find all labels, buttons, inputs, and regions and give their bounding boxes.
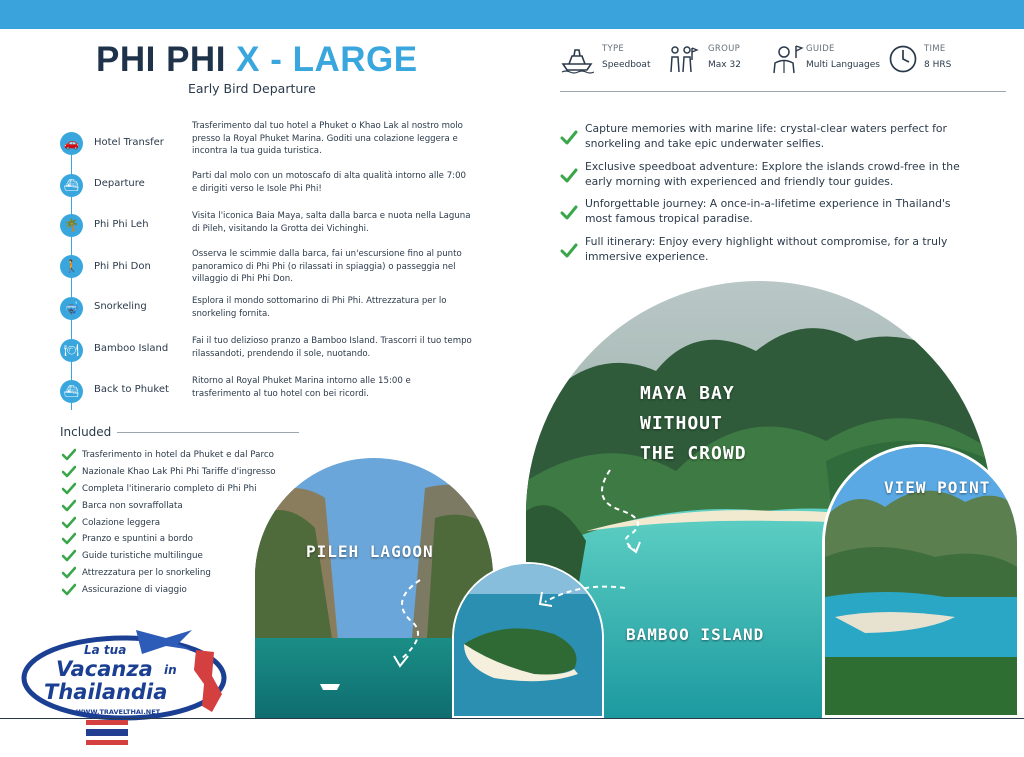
included-item	[62, 464, 322, 481]
itinerary-desc: Parti dal molo con un motoscafo di alta qualità intorno alle 7:00 e dirigiti verso le Isole Phi Phi!	[192, 171, 467, 194]
speedboat-icon: ⛴	[60, 174, 83, 197]
logo-line2: Vacanza	[56, 657, 153, 681]
included-divider	[117, 432, 299, 433]
check-icon	[560, 130, 578, 146]
logo-line4: Thailandia	[44, 680, 168, 704]
itinerary-label: Hotel Transfer	[94, 137, 164, 148]
included-item-text: Nazionale Khao Lak Phi Phi Tariffe d'ingresso	[82, 467, 276, 478]
itinerary-label: Snorkeling	[94, 301, 147, 312]
highlight-text: Full itinerary: Enjoy every highlight without compromise, for a truly immersive experience.	[585, 234, 948, 263]
itinerary-label: Bamboo Island	[94, 343, 169, 354]
info-type-value: Speedboat	[602, 60, 651, 70]
check-icon	[62, 583, 76, 597]
top-bar	[0, 0, 1024, 29]
included-item-text: Pranzo e spuntini a bordo	[82, 534, 193, 545]
check-icon	[62, 482, 76, 496]
group-icon	[665, 44, 699, 74]
info-type	[560, 42, 660, 78]
view-point-label: VIEW POINT	[884, 478, 991, 497]
car-icon: 🚗	[60, 132, 83, 155]
info-divider	[560, 91, 1006, 92]
highlight-item	[560, 234, 960, 272]
itinerary-desc: Visita l'iconica Baia Maya, salta dalla barca e nuota nella Laguna di Pileh, visitando la Grotta dei Vichinghi.	[192, 211, 471, 234]
itinerary-label: Phi Phi Don	[94, 261, 151, 272]
included-item	[62, 481, 322, 498]
check-icon	[62, 499, 76, 513]
check-icon	[62, 566, 76, 580]
highlight-text: Exclusive speedboat adventure: Explore the islands crowd-free in the early morning with experienced and friendly tour guides.	[585, 159, 960, 188]
check-icon	[560, 168, 578, 184]
guide-icon	[770, 44, 804, 74]
speedboat-icon	[560, 44, 594, 74]
dashed-arrows	[350, 460, 670, 680]
included-item-text: Barca non sovraffollata	[82, 500, 183, 511]
info-time-label: TIME	[924, 44, 946, 54]
maya-bay-label-3: THE CROWD	[640, 443, 747, 464]
travelthai-logo	[16, 620, 234, 750]
included-item-text: Completa l'itinerario completo di Phi Phi	[82, 483, 257, 494]
page-title	[96, 40, 426, 80]
included-item-text: Guide turistiche multilingue	[82, 551, 203, 562]
included-item-text: Colazione leggera	[82, 517, 161, 528]
itinerary-desc: Osserva le scimmie dalla barca, fai un'escursione fino al punto panoramico di Phi Phi (o rilassati in spiaggia) o passeggia nel villaggio di Phi Phi Don.	[192, 249, 462, 285]
highlight-item	[560, 196, 960, 234]
logo-url: WWW.TRAVELTHAI.NET	[76, 708, 161, 716]
check-icon	[62, 549, 76, 563]
title-main: PHI PHI	[96, 40, 226, 79]
check-icon	[62, 532, 76, 546]
highlight-text: Capture memories with marine life: crystal-clear waters perfect for snorkeling and take epic underwater selfies.	[585, 122, 947, 150]
included-item-text: Trasferimento in hotel da Phuket e dal Parco	[82, 450, 274, 461]
itinerary-label: Phi Phi Leh	[94, 219, 149, 230]
info-time	[888, 42, 978, 78]
check-icon	[560, 243, 578, 259]
itinerary-desc: Esplora il mondo sottomarino di Phi Phi. Attrezzatura per lo snorkeling fornita.	[192, 296, 447, 319]
page-subtitle: Early Bird Departure	[188, 81, 316, 96]
itinerary-desc: Fai il tuo delizioso pranzo a Bamboo Island. Trascorri il tuo tempo rilassandoti, prendendo il sole, nuotando.	[192, 336, 472, 359]
snorkel-icon: 🤿	[60, 297, 83, 320]
info-time-value: 8 HRS	[924, 60, 952, 70]
maya-bay-label-2: WITHOUT	[640, 413, 723, 434]
palm-icon: 🌴	[60, 214, 83, 237]
itinerary-label: Back to Phuket	[94, 384, 169, 395]
check-icon	[62, 448, 76, 462]
highlight-text: Unforgettable journey: A once-in-a-lifetime experience in Thailand's most famous tropical paradise.	[585, 197, 951, 225]
logo-line3: in	[164, 663, 177, 677]
info-group-label: GROUP	[708, 44, 741, 54]
itinerary-desc: Ritorno al Royal Phuket Marina intorno alle 15:00 e trasferimento al tuo hotel con bei ricordi.	[192, 376, 411, 399]
info-guide	[770, 42, 890, 78]
included-heading: Included	[60, 425, 112, 439]
pileh-lagoon-label: PILEH LAGOON	[306, 542, 434, 561]
clock-icon	[888, 44, 922, 74]
info-group	[665, 42, 765, 78]
title-accent: X - LARGE	[236, 40, 418, 79]
check-icon	[62, 465, 76, 479]
included-item-text: Attrezzatura per lo snorkeling	[82, 567, 211, 578]
highlight-item	[560, 121, 960, 159]
info-type-label: TYPE	[602, 44, 625, 54]
dish-icon: 🍽	[60, 339, 83, 362]
bottom-divider	[0, 718, 1024, 719]
highlights-list	[560, 121, 960, 271]
included-item	[62, 447, 322, 464]
logo-line1: La tua	[84, 643, 127, 657]
check-icon	[62, 516, 76, 530]
info-guide-label: GUIDE	[806, 44, 835, 54]
maya-bay-label-1: MAYA BAY	[640, 383, 735, 404]
bamboo-island-label: BAMBOO ISLAND	[626, 625, 765, 644]
check-icon	[560, 205, 578, 221]
hiker-icon: 🚶	[60, 255, 83, 278]
included-item-text: Assicurazione di viaggio	[82, 584, 187, 595]
info-guide-value: Multi Languages	[806, 60, 880, 70]
itinerary-desc: Trasferimento dal tuo hotel a Phuket o Khao Lak al nostro molo presso la Royal Phuket Marina. Goditi una colazione leggera e incontra la tua guida turistica.	[192, 121, 463, 157]
info-group-value: Max 32	[708, 60, 741, 70]
speedboat-icon: ⛴	[60, 380, 83, 403]
highlight-item	[560, 159, 960, 197]
itinerary-label: Departure	[94, 178, 145, 189]
